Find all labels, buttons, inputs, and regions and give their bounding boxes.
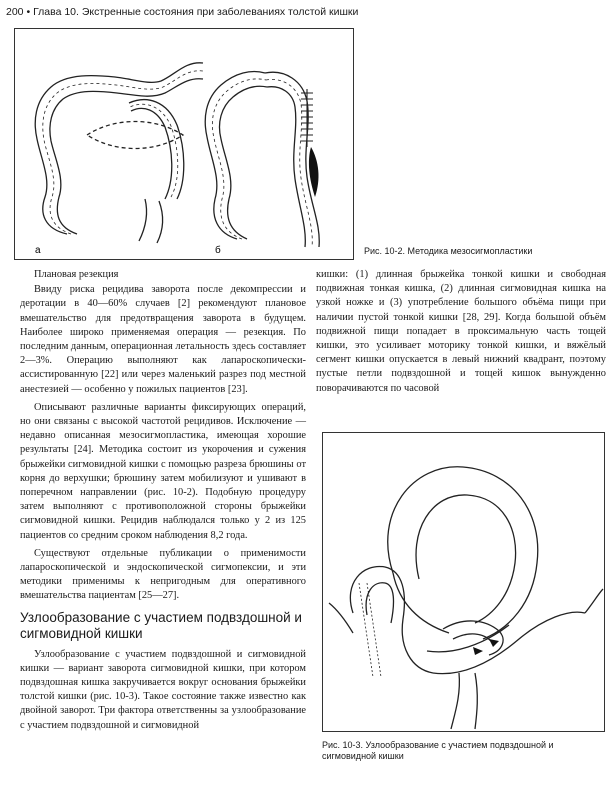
figure2-caption: Рис. 10-3. Узлообразование с участием подвздошной и сигмовидной кишки <box>322 740 554 761</box>
running-header <box>6 6 358 18</box>
twist-arrow-1 <box>489 639 499 647</box>
panel-label-b: б <box>215 245 221 256</box>
mesentery-incision-a <box>87 122 183 149</box>
page-number: 200 <box>6 6 24 18</box>
subheading-planned-resection: Плановая резекция <box>34 269 119 280</box>
colon-midline-b <box>212 79 266 239</box>
rectum-a <box>139 199 163 243</box>
colon-inner-b <box>220 86 268 239</box>
ileum-right <box>433 612 585 673</box>
paragraph: Описывают различные варианты фиксирующих операций, но они связаны с высокой частотой рецидивов. Исключение — недавно описанная мезосигмопластика, имеющая хорошие результаты [24]. Методика состоит из укорочения и сужения брыжейки сигмовидной кишки с помощью разреза брюшины от корня до верхушки; брюшину затем мобилизуют и ушивают в поперечном направлении (рис. 10-2). Подобную процедуру затем выполняют с противоположной стороны брыжейки сигмовидной кишки. Рецидив наблюдался только у 2 из 125 пациентов со средним сроком наблюдения 8,2 года. <box>20 401 306 541</box>
colon-inner-a <box>50 79 203 234</box>
header-separator: • <box>26 6 31 18</box>
pelvic-outline <box>329 589 603 633</box>
knot-twist <box>443 621 503 655</box>
panel-label-a: а <box>35 245 41 256</box>
right-column <box>316 268 606 396</box>
mesentery-edge <box>359 583 381 677</box>
colon-outer-b <box>205 72 265 240</box>
rectum <box>451 673 477 729</box>
section-title: Узлообразование с участием подвздошной и сигмовидной кишки <box>20 609 302 641</box>
paragraph: кишки: (1) длинная брыжейка тонкой кишки и свободная подвижная тонкая кишка, (2) длинная сигмовидная кишка на узкой ножке и (3) употребление большого объёма пищи при наличии пустой тонкой кишки [28, 29]. Когда большой объём подвижной пищи попадает в проксимальную часть тощей кишки, это усиливает моторику тонкой кишки, и вяжёлый сегмент кишки опускается в левый нижний квадрант, поэтому пустые петли подвздошной и тощей кишок вынужденно поворачиваются по часовой <box>316 269 606 394</box>
sutured-mesentery-b <box>309 147 319 197</box>
chapter-title: Глава 10. Экстренные состояния при заболеваниях толстой кишки <box>33 6 359 18</box>
paragraph: Узлообразование с участием подвздошной и сигмовидной кишки — вариант заворота сигмовидной кишки, при котором подвздошная кишка закручивается вокруг основания брыжейки толстой кишки (рис. 10-3). Такое состояние также известно как двойной заворот. Три фактора ответственны за узлообразование с участием подвздошной и сигмовидной <box>20 648 306 731</box>
ileosigmoid-knot-illustration <box>323 433 604 731</box>
figure-mesosigmoplasty <box>14 28 354 260</box>
colon-midline-a <box>43 71 203 234</box>
mesosigmoplasty-illustration <box>15 29 353 259</box>
colon-outer-a <box>35 63 203 234</box>
left-column <box>20 268 306 733</box>
figure-ileosigmoid-knot <box>322 432 605 732</box>
sigmoid-loop-inner <box>416 495 516 623</box>
figure1-caption: Рис. 10-2. Методика мезосигмопластики <box>364 246 533 256</box>
paragraph: Ввиду риска рецидива заворота после декомпрессии и деротации в 40—60% случаев [2] рекомендуют плановое вмешательство для предотвращения заворота в будущем. Наиболее широко применяемая операция — резекция. По последним данным, операционная летальность здесь составляет 2—3%. Операцию выполняют как лапароскопически-ассистированную [22] или через маленький разрез под местной анестезией — особенно у пожилых пациентов [23]. <box>20 284 306 395</box>
twist-arrow-2 <box>473 647 483 655</box>
paragraph: Существуют отдельные публикации о применимости лапароскопической и эндоскопической сигмопексии, и эти методики применимы к непригодным для оперативного вмешательства пациентам [25—27]. <box>20 547 306 602</box>
